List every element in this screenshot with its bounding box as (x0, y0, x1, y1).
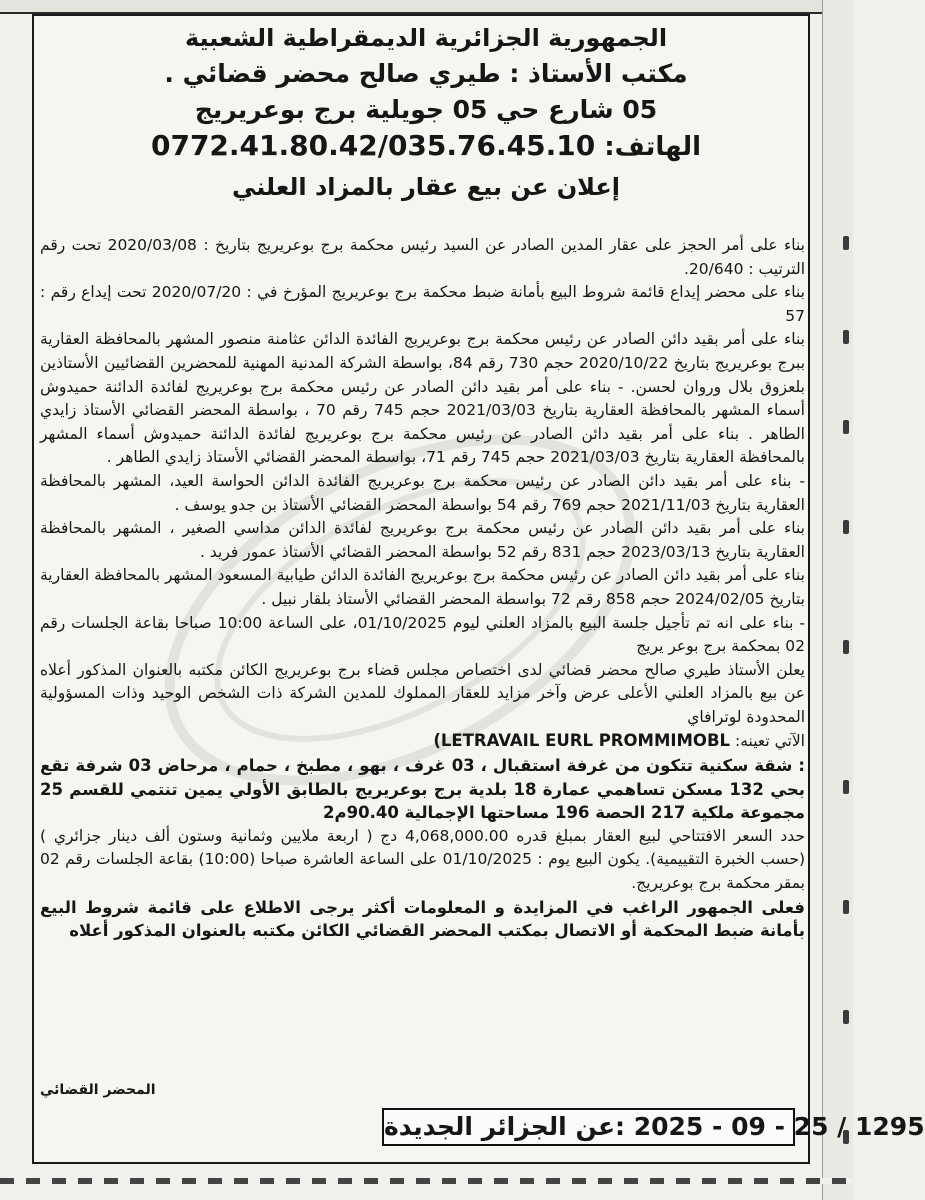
paragraph-conditions-deposit: بناء على محضر إيداع قائمة شروط البيع بأمانة ضبط محكمة برج بوعريريج المؤرخ في : 2020/07/20 تحت إيداع رقم : 57 (40, 283, 805, 325)
bottom-edge-strip (0, 1178, 852, 1184)
office-address: 05 شارع حي 05 جويلية برج بوعريريج (194, 95, 658, 124)
republic-title: الجمهورية الجزائرية الديمقراطية الشعبية (184, 24, 668, 52)
price-paragraph: حدد السعر الافتتاحي لبيع العقار بمبلغ قدره 4,068,000.00 دج ( اربعة ملايين وثمانية وستون ألف دينار جزائري ) (حسب الخبرة التقييمية). يكون البيع يوم : 01/10/2025 على الساعة العاشرة صباحا (10:00) بقاعة الجلسات رقم 02 بمقر محكمة برج بوعريريج. (40, 826, 805, 893)
office-name: مكتب الأستاذ : طيري صالح محضر قضائي . (164, 59, 688, 88)
paragraph-creditor-registrations: بناء على أمر بقيد دائن الصادر عن رئيس محكمة برج بوعريريج الفائدة الدائن عثامنة منصور المشهر بالمحافظة العقارية ببرج بوعريريج بتاريخ 2020/10/22 حجم 730 رقم 84، بواسطة الشركة المدنية المهنية للمحضرين القضائيين الأستاذين بلعزوق بلال وروان لحسن. - بناء على أمر بقيد دائن الصادر عن رئيس محكمة برج بوعريريج لفائدة الدائنة حميدوش أسماء المشهر بالمحافظة العقارية بتاريخ 2021/03/03 حجم 745 رقم 70 ، بواسطة المحضر القضائي الأستاذ زايدي الطاهر . بناء على أمر بقيد دائن الصادر عن رئيس محكمة برج بوعريريج لفائدة الدائنة حميدوش أسماء المشهر بالمحافظة العقارية بتاريخ 2021/03/03 حجم 745 رقم 71، بواسطة المحضر القضائي الأستاذ زايدي الطاهر . (40, 330, 806, 467)
notice-title: إعلان عن بيع عقار بالمزاد العلني (231, 173, 621, 201)
company-name: (LETRAVAIL EURL PROMMIMOBL (433, 731, 731, 751)
paragraph-creditor-madassi: بناء على أمر بقيد دائن الصادر عن رئيس محكمة برج بوعريريج لفائدة الدائن مداسي الصغير ، المشهر بالمحافظة العقارية بتاريخ 2023/03/13 حجم 831 رقم 52 بواسطة المحضر القضائي الأستاذ عمور فريد . (40, 519, 805, 561)
source-date: 2025 - 09 - 25 / 1295 (633, 1112, 925, 1141)
phone-label: الهاتف: (604, 132, 701, 162)
source-label: عن الجزائر الجديدة: (384, 1112, 626, 1141)
notice-body (40, 234, 805, 943)
company-label: الآتي تعينه: (735, 732, 805, 751)
paragraph-postponement: - بناء على انه تم تأجيل جلسة البيع بالمزاد العلني ليوم 01/10/2025، على الساعة 10:00 صباحا بقاعة الجلسات رقم 02 بمحكمة برج بوعر يريج (40, 613, 805, 656)
company-line (40, 729, 805, 754)
phone-numbers: 0772.41.80.42/035.76.45.10 (150, 129, 596, 162)
paragraph-creditor-tiabia: بناء على أمر بقيد دائن الصادر عن رئيس محكمة برج بوعريريج الفائدة الدائن طيابية المسعود المشهر بالمحافظة العقارية بتاريخ 2024/02/05 حجم 858 رقم 72 بواسطة المحضر القضائي الأستاذ بلقار نبيل . (40, 566, 805, 608)
paragraph-announcement: يعلن الأستاذ طيري صالح محضر قضائي لدى اختصاص مجلس قضاء برج بوعريريج الكائن مكتبه بالعنوان المذكور أعلاه عن بيع بالمزاد العلني الأعلى عرض وآخر مزايد للعقار المملوك للمدين الشركة ذات الشخص الوحيد وذات المسؤولية المحدودة لوترافاي (40, 660, 805, 726)
public-call: فعلى الجمهور الراغب في المزايدة و المعلومات أكثر يرجى الاطلاع على قائمة شروط البيع بأمانة ضبط المحكمة أو الاتصال بمكتب المحضر القضائي الكائن مكتبه بالعنوان المذكور أعلاه (40, 897, 805, 941)
notice-header (10, 20, 842, 205)
paragraph-seizure-order: بناء على أمر الحجز على عقار المدين الصادر عن السيد رئيس محكمة برج بوعريريج بتاريخ : 2020/03/08 تحت رقم الترتيب : 20/640. (40, 236, 805, 278)
source-line (382, 1108, 925, 1146)
property-description: : شقة سكنية تتكون من غرفة استقبال ، 03 غرف ، بهو ، مطبخ ، حمام ، مرحاض 03 شرفة تقع بحي 132 مسكن تساهمي عمارة 18 بلدية برج بوعريريج بالطابق الأولي يمين تنتمي للقسم 25 مجموعة ملكية 217 الحصة 196 مساحتها الإجمالية 90.40م2 (40, 756, 805, 823)
paragraph-creditor-hawassa: - بناء على أمر بقيد دائن الصادر عن رئيس محكمة برج بوعريريج الفائدة الدائن الحواسة العيد، المشهر بالمحافظة العقارية بتاريخ 2021/11/03 حجم 769 رقم 54 بواسطة المحضر القضائي الأستاذ بن جدو يوسف . (40, 471, 805, 514)
signature: المحضر القضائي (40, 1082, 156, 1098)
top-edge-strip (0, 0, 852, 14)
phone-line (10, 128, 842, 165)
